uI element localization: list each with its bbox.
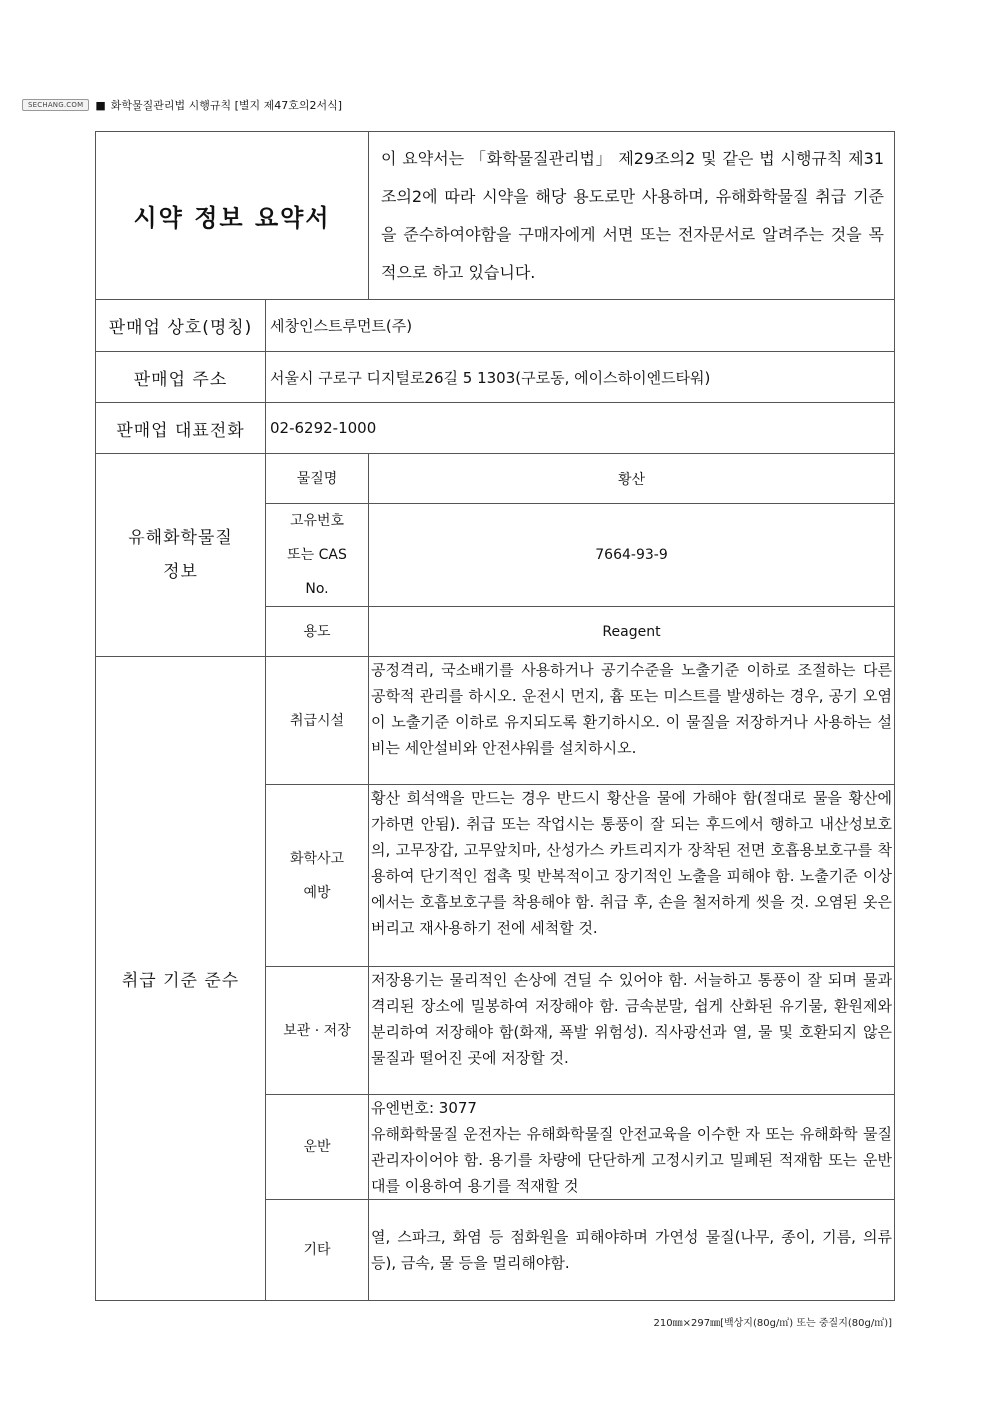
seller-name-row: [96, 300, 895, 352]
storage-label: 보관 · 저장: [266, 967, 369, 1095]
cas-value: 7664-93-9: [369, 504, 895, 607]
seller-phone-label: 판매업 대표전화: [96, 403, 266, 454]
prevention-label-line2: 예방: [303, 884, 331, 901]
facility-text: 공정격리, 국소배기를 사용하거나 공기수준을 노출기준 이하로 조절하는 다른 공학적 관리를 하시오. 운전시 먼지, 흄 또는 미스트를 발생하는 경우, 공기 오염이 노출기준 이하로 유지되도록 환기하시오. 이 물질을 저장하거나 사용하는 설비는 세안설비와 안전샤워를 설치하시오.: [369, 657, 895, 785]
cas-label: [266, 504, 369, 607]
document-title: 시약 정보 요약서: [96, 132, 369, 300]
transport-label: 운반: [266, 1095, 369, 1200]
hazard-info-label-line2: 정보: [163, 562, 198, 582]
use-label: 용도: [266, 607, 369, 657]
storage-text: 저장용기는 물리적인 손상에 견딜 수 있어야 함. 서늘하고 통풍이 잘 되며 물과 격리된 장소에 밀봉하여 저장해야 함. 금속분말, 쉽게 산화된 유기물, 환원제와 분리하여 저장해야 함(화재, 폭발 위험성). 직사광선과 열, 물 및 호환되지 않은 물질과 떨어진 곳에 저장할 것.: [369, 967, 895, 1095]
seller-name-label: 판매업 상호(명칭): [96, 300, 266, 352]
seller-phone-value: 02-6292-1000: [266, 403, 895, 454]
substance-value: 황산: [369, 454, 895, 504]
transport-text: 유해화학물질 운전자는 유해화학물질 안전교육을 이수한 자 또는 유해화학 물질관리자이어야 함. 용기를 차량에 단단하게 고정시키고 밀폐된 적재함 또는 운반대를 이용하여 용기를 적재할 것: [371, 1125, 892, 1195]
prevention-label-line1: 화학사고: [289, 850, 345, 867]
substance-row: [96, 454, 895, 504]
document-intro: 이 요약서는 「화학물질관리법」 제29조의2 및 같은 법 시행규칙 제31조의2에 따라 시약을 해당 용도로만 사용하며, 유해화학물질 취급 기준을 준수하여야함을 구매자에게 서면 또는 전자문서로 알려주는 것을 목적으로 하고 있습니다.: [369, 132, 895, 300]
other-label: 기타: [266, 1200, 369, 1301]
transport-un-number: 유엔번호: 3077: [371, 1099, 477, 1117]
facility-label: 취급시설: [266, 657, 369, 785]
hazard-info-label-line1: 유해화학물질: [128, 528, 233, 548]
seller-phone-row: [96, 403, 895, 454]
seller-address-row: [96, 352, 895, 403]
prevention-text: 황산 희석액을 만드는 경우 반드시 황산을 물에 가해야 함(절대로 물을 황산에 가하면 안됨). 취급 또는 작업시는 통풍이 잘 되는 후드에서 행하고 내산성보호의, 고무장갑, 고무앞치마, 산성가스 카트리지가 장착된 전면 호흡용보호구를 착용하여 단기적인 접촉 및 반복적이고 장기적인 노출을 피해야 함. 노출기준 이상에서는 호흡보호구를 착용해야 함. 취급 후, 손을 철저하게 씻을 것. 오염된 옷은 버리고 재사용하기 전에 세척할 것.: [369, 785, 895, 967]
prevention-label: [266, 785, 369, 967]
transport-cell: [369, 1095, 895, 1200]
seller-name-value: 세창인스트루먼트(주): [266, 300, 895, 352]
square-bullet-icon: ■: [95, 98, 106, 112]
hazard-info-label: [96, 454, 266, 657]
cas-label-line2: 또는 CAS: [287, 547, 347, 563]
other-text: 열, 스파크, 화염 등 점화원을 피해야하며 가연성 물질(나무, 종이, 기름, 의류 등), 금속, 물 등을 멀리해야함.: [369, 1200, 895, 1301]
seller-address-label: 판매업 주소: [96, 352, 266, 403]
paper-spec-footer: 210㎜×297㎜[백상지(80g/㎡) 또는 중질지(80g/㎡)]: [653, 1318, 892, 1329]
substance-label: 물질명: [266, 454, 369, 504]
title-row: [96, 132, 895, 300]
sechang-logo: SECHANG.COM: [22, 99, 89, 111]
reagent-summary-table: [95, 131, 895, 1301]
form-title: 화학물질관리법 시행규칙 [별지 제47호의2서식]: [110, 99, 343, 112]
seller-address-value: 서울시 구로구 디지털로26길 5 1303(구로동, 에이스하이엔드타워): [266, 352, 895, 403]
form-header: [22, 96, 522, 114]
cas-label-line3: No.: [305, 581, 329, 597]
facility-row: [96, 657, 895, 785]
cas-label-line1: 고유번호: [289, 513, 345, 529]
handling-section-label: 취급 기준 준수: [96, 657, 266, 1301]
use-value: Reagent: [369, 607, 895, 657]
